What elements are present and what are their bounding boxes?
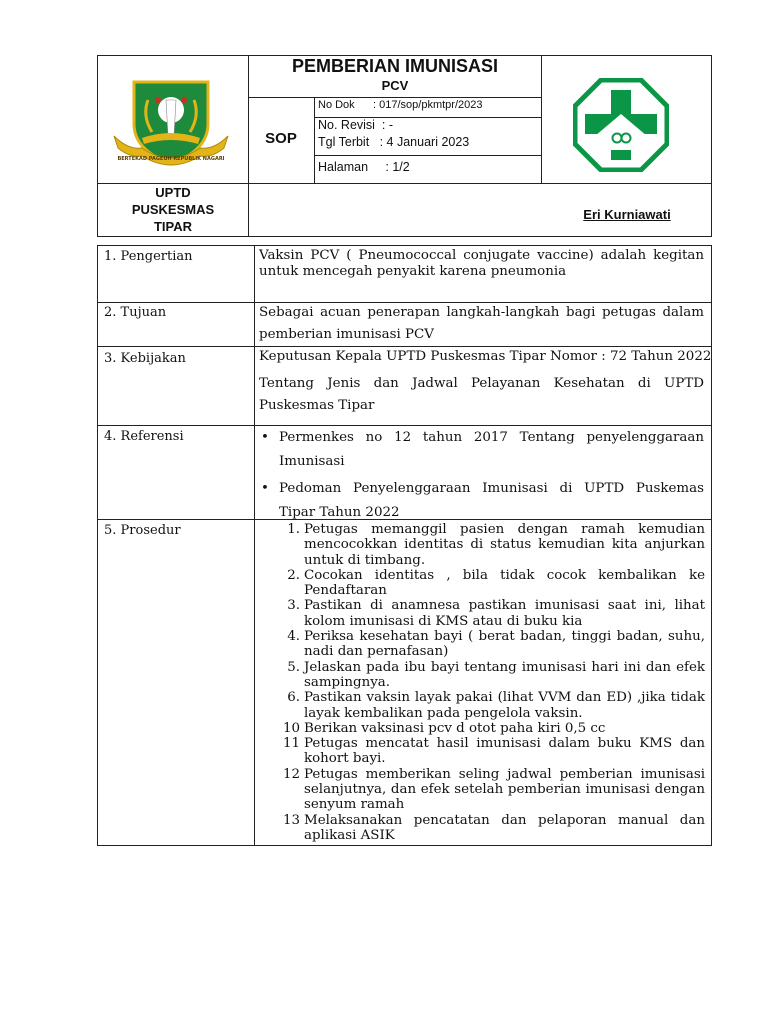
- document-subtitle: PCV: [381, 78, 409, 93]
- signer-name: Eri Kurniawati: [583, 207, 671, 222]
- label-prosedur: 5. Prosedur: [104, 523, 181, 538]
- step-text: Petugas mencatat hasil imunisasi dalam buku KMS dan kohort bayi.: [304, 736, 705, 767]
- org-line-tipar: TIPAR: [153, 219, 193, 234]
- tujuan-text: Sebagai acuan penerapan langkah-langkah bagi petugas dalam pemberian imunisasi PCV: [259, 305, 704, 342]
- org-line-uptd: UPTD: [155, 185, 191, 200]
- step-number: 6.: [287, 690, 300, 706]
- prosedur-step: [274, 736, 705, 767]
- referensi-list: [259, 426, 704, 528]
- step-text: Melaksanakan pencatatan dan pelaporan manual dan aplikasi ASIK: [304, 812, 705, 843]
- step-number: 2.: [287, 567, 300, 583]
- prosedur-step: [274, 690, 705, 721]
- prosedur-step: [274, 522, 705, 568]
- step-number: 4.: [287, 629, 300, 645]
- step-number: 1.: [287, 522, 300, 537]
- step-number: 10: [282, 720, 300, 736]
- step-number: 13: [282, 812, 300, 828]
- puskesmas-logo: [573, 78, 669, 172]
- doc-number: No Dok : 017/sop/pkmtpr/2023: [318, 99, 483, 111]
- step-text: Cocokan identitas , bila tidak cocok kembalikan ke Pendaftaran: [304, 567, 705, 599]
- org-line-puskesmas: PUSKESMAS: [131, 202, 215, 217]
- step-number: 5.: [287, 659, 300, 675]
- prosedur-step: [274, 660, 705, 691]
- document-title: PEMBERIAN IMUNISASI: [291, 56, 498, 76]
- page-number: Halaman : 1/2: [318, 160, 410, 174]
- prosedur-step: [274, 721, 705, 736]
- prosedur-step: [274, 598, 705, 629]
- step-text: Petugas memanggil pasien dengan ramah kemudian mencocokkan identitas di status kemudian kita anjurkan untuk di timbang.: [304, 522, 705, 568]
- step-text: Petugas memberikan seling jadwal pemberian imunisasi selanjutnya, dan efek setelah pemberian imunisasi dengan senyum ramah: [304, 766, 705, 813]
- step-text: Jelaskan pada ibu bayi tentang imunisasi hari ini dan efek sampingnya.: [304, 659, 705, 690]
- sop-label: SOP: [265, 130, 297, 147]
- prosedur-list: [274, 522, 705, 843]
- regional-emblem-logo: [112, 78, 230, 170]
- referensi-item: • Permenkes no 12 tahun 2017 Tentang penyelenggaraan Imunisasi: [259, 426, 704, 474]
- prosedur-step: [274, 568, 705, 599]
- label-kebijakan: 3. Kebijakan: [104, 351, 186, 366]
- emblem-motto: BERTEKAD PAGEUH REPUBLIK NAGARI: [117, 156, 225, 162]
- org-name: [98, 183, 248, 235]
- label-pengertian: 1. Pengertian: [104, 249, 193, 264]
- kebijakan-subject: Tentang Jenis dan Jadwal Pelayanan Kesehatan di UPTD Puskesmas Tipar: [259, 376, 704, 413]
- prosedur-step: [274, 767, 705, 813]
- label-referensi: 4. Referensi: [104, 429, 184, 444]
- step-text: Pastikan di anamnesa pastikan imunisasi saat ini, lihat kolom imunisasi di KMS atau di buku kia: [304, 598, 705, 629]
- kebijakan-decree: Keputusan Kepala UPTD Puskesmas Tipar Nomor : 72 Tahun 2022: [259, 349, 712, 364]
- referensi-item: • Pedoman Penyelenggaraan Imunisasi di UPTD Puskemas Tipar Tahun 2022: [259, 477, 704, 525]
- step-number: 11: [282, 736, 300, 752]
- prosedur-step: [274, 813, 705, 844]
- revision-number: No. Revisi : -: [318, 118, 394, 132]
- step-text: Pastikan vaksin layak pakai (lihat VVM dan ED) ,jika tidak layak kembalikan pada pengelola vaksin.: [304, 690, 705, 721]
- sop-header-table: [97, 55, 712, 237]
- publish-date: Tgl Terbit : 4 Januari 2023: [318, 135, 470, 149]
- step-text: Periksa kesehatan bayi ( berat badan, tinggi badan, suhu, nadi dan pernafasan): [304, 629, 705, 660]
- label-tujuan: 2. Tujuan: [104, 305, 167, 320]
- prosedur-step: [274, 629, 705, 660]
- step-number: 12: [282, 766, 300, 782]
- step-number: 3.: [287, 598, 300, 614]
- text-tujuan: [259, 302, 704, 346]
- sop-content-table: [97, 245, 712, 846]
- text-pengertian: Vaksin PCV ( Pneumococcal conjugate vaccine) adalah kegitan untuk mencegah penyakit karena pneumonia: [259, 248, 704, 279]
- step-text: Berikan vaksinasi pcv d otot paha kiri 0,5 cc: [304, 720, 606, 736]
